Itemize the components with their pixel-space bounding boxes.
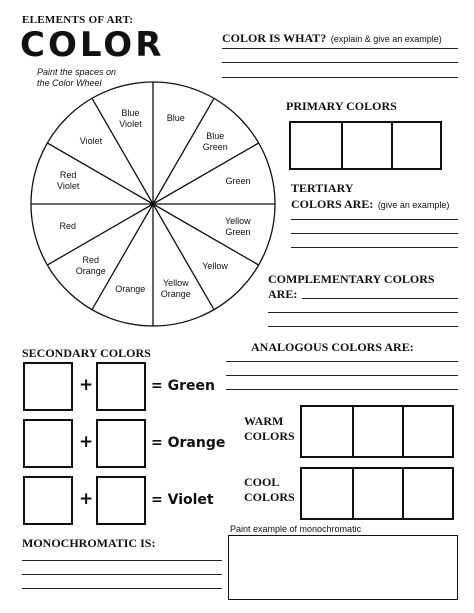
segment-label-line2: Violet bbox=[56, 181, 80, 192]
warm-colors-boxes[interactable] bbox=[300, 405, 454, 458]
color-is-what-heading bbox=[222, 29, 442, 47]
color-wheel-segment-label bbox=[76, 255, 106, 277]
monochromatic-paint-area[interactable] bbox=[228, 535, 458, 600]
warm-color-box-divider bbox=[402, 407, 404, 456]
complementary-heading-line1: COMPLEMENTARY COLORS bbox=[268, 272, 435, 286]
segment-label-line1: Blue bbox=[121, 107, 140, 118]
cool-color-box-divider bbox=[352, 469, 354, 518]
cool-line2: COLORS bbox=[244, 490, 295, 504]
color-wheel-segment-label bbox=[167, 113, 185, 124]
monochromatic-paint-label: Paint example of monochromatic bbox=[230, 524, 362, 534]
warm-color-box-divider bbox=[352, 407, 354, 456]
answer-line[interactable] bbox=[226, 361, 458, 362]
secondary-result-green: = Green bbox=[151, 378, 215, 394]
cool-color-box-divider bbox=[402, 469, 404, 518]
answer-line[interactable] bbox=[222, 62, 458, 63]
segment-label-line2: Green bbox=[202, 141, 228, 152]
segment-label-line1: Red bbox=[59, 170, 77, 181]
tertiary-note: (give an example) bbox=[377, 200, 450, 210]
monochromatic-heading: MONOCHROMATIC IS: bbox=[22, 536, 156, 550]
color-wheel-segment-label bbox=[115, 284, 145, 295]
secondary-color-box[interactable] bbox=[23, 362, 73, 411]
answer-line[interactable] bbox=[222, 48, 458, 49]
color-wheel-segment-label bbox=[59, 221, 76, 232]
answer-line[interactable] bbox=[22, 574, 222, 575]
answer-line[interactable] bbox=[291, 219, 458, 220]
tertiary-heading bbox=[291, 181, 449, 213]
answer-line[interactable] bbox=[291, 233, 458, 234]
secondary-color-box[interactable] bbox=[23, 476, 73, 525]
segment-label-line1: Yellow bbox=[225, 215, 251, 226]
color-wheel-segment-label bbox=[225, 216, 251, 238]
segment-label-line1: Violet bbox=[79, 136, 103, 147]
segment-label-line1: Blue bbox=[166, 113, 185, 124]
color-wheel-segment-label bbox=[80, 136, 102, 147]
secondary-result-orange: = Orange bbox=[151, 435, 226, 451]
secondary-color-box[interactable] bbox=[96, 362, 146, 411]
color-wheel-segment-label bbox=[226, 176, 251, 187]
answer-line[interactable] bbox=[22, 588, 222, 589]
segment-label-line2: Violet bbox=[119, 118, 142, 129]
answer-line[interactable] bbox=[291, 247, 458, 248]
segment-label-line2: Green bbox=[225, 226, 251, 237]
segment-label-line1: Orange bbox=[115, 283, 146, 294]
complementary-heading-line2: ARE: bbox=[268, 287, 298, 301]
plus-sign: + bbox=[79, 489, 94, 509]
color-wheel-segment-label bbox=[57, 170, 79, 192]
warm-line1: WARM bbox=[244, 414, 284, 428]
cool-colors-label bbox=[244, 475, 295, 505]
tertiary-heading-line2: COLORS ARE: bbox=[291, 197, 374, 211]
segment-label-line1: Yellow bbox=[162, 278, 189, 288]
warm-colors-label bbox=[244, 414, 295, 444]
segment-label-line1: Red bbox=[59, 221, 76, 232]
segment-label-line1: Green bbox=[225, 175, 251, 186]
answer-line[interactable] bbox=[268, 312, 458, 313]
cool-colors-boxes[interactable] bbox=[300, 467, 454, 520]
header-eyebrow: ELEMENTS OF ART: bbox=[22, 14, 134, 26]
primary-colors-heading: PRIMARY COLORS bbox=[286, 99, 397, 113]
segment-label-line2: Orange bbox=[160, 289, 191, 299]
segment-label-line2: Orange bbox=[75, 266, 106, 277]
plus-sign: + bbox=[79, 432, 94, 452]
color-wheel-segment-label bbox=[161, 278, 191, 300]
color-is-what-note: (explain & give an example) bbox=[330, 34, 442, 44]
secondary-color-box[interactable] bbox=[96, 419, 146, 468]
color-wheel-segment-label bbox=[203, 131, 228, 153]
color-wheel-segment-label bbox=[119, 108, 141, 130]
cool-line1: COOL bbox=[244, 475, 280, 489]
analogous-heading: ANALOGOUS COLORS ARE: bbox=[251, 340, 414, 354]
secondary-colors-heading: SECONDARY COLORS bbox=[22, 346, 151, 360]
page-title: COLOR bbox=[20, 25, 165, 65]
segment-label-line1: Yellow bbox=[202, 260, 228, 271]
answer-line[interactable] bbox=[22, 560, 222, 561]
primary-color-box-divider bbox=[341, 123, 343, 168]
plus-sign: + bbox=[79, 375, 94, 395]
color-wheel-segment-label bbox=[202, 261, 228, 272]
secondary-color-box[interactable] bbox=[23, 419, 73, 468]
answer-line[interactable] bbox=[226, 389, 458, 390]
primary-color-box-divider bbox=[391, 123, 393, 168]
answer-line[interactable] bbox=[268, 326, 458, 327]
primary-colors-boxes[interactable] bbox=[289, 121, 442, 170]
answer-line[interactable] bbox=[226, 375, 458, 376]
warm-line2: COLORS bbox=[244, 429, 295, 443]
secondary-color-box[interactable] bbox=[96, 476, 146, 525]
segment-label-line1: Red bbox=[82, 255, 100, 266]
answer-line[interactable] bbox=[302, 298, 458, 299]
secondary-result-violet: = Violet bbox=[151, 492, 214, 508]
tertiary-heading-line1: TERTIARY bbox=[291, 181, 354, 195]
color-is-what-title: COLOR IS WHAT? bbox=[222, 31, 327, 45]
wheel-instruction-line2: the Color Wheel bbox=[37, 78, 102, 88]
segment-label-line1: Blue bbox=[206, 130, 225, 141]
answer-line[interactable] bbox=[222, 77, 458, 78]
wheel-instruction-line1: Paint the spaces on bbox=[37, 67, 117, 77]
